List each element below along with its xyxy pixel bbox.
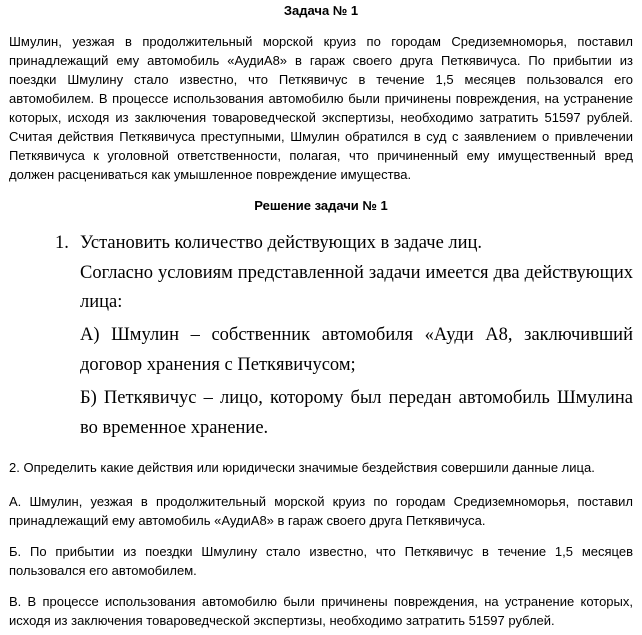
step1-number: 1. [55,233,69,253]
task-title: Задача № 1 [283,3,359,18]
step1-person-b-line2: во временное хранение. [80,418,269,438]
step2-heading: 2. Определить какие действия или юридически значимые бездействия совершили данные лица. [9,460,595,475]
solution-title: Решение задачи № 1 [254,198,388,213]
step1-intro-line1: Согласно условиям представленной задачи имеется два действующих [80,263,633,283]
step1-person-b-line1: Б) Петкявичус – лицо, которому был передан автомобиль Шмулина [80,388,633,408]
step1-person-a-line1: А) Шмулин – собственник автомобиля «Ауди А8, заключивший [80,325,633,345]
task-text: Шмулин, уезжая в продолжительный морской круиз по городам Средиземноморья, поставил принадлежащий ему автомобиль «АудиА8» в гараж своего друга Петкявичуса. По прибытии из поездки Шмулину стало известно, что Петкявичус в течение 1,5 месяцев пользовался его автомобилем. В процессе использования автомобилю были причинены повреждения, на устранение которых, исходя из заключения товароведческой экспертизы, необходимо затратить 51597 рублей. Считая действия Петкявичуса преступными, Шмулин обратился в суд с заявлением о привлечении Петкявичуса к уголовной ответственности, полагая, что причиненный ему имущественный вред должен расцениваться как умышленное повреждение имущества. [9,34,633,182]
step2-item-a: А. Шмулин, уезжая в продолжительный морской круиз по городам Средиземноморья, поставил принадлежащий ему автомобиль «АудиА8» в гараж своего друга Петкявичуса. [9,494,633,528]
step1-person-a-line2: договор хранения с Петкявичусом; [80,355,356,375]
step1-heading: Установить количество действующих в задаче лиц. [80,233,483,253]
step1-intro-line2: лица: [80,292,123,312]
step2-item-b: Б. По прибытии из поездки Шмулину стало известно, что Петкявичус в течение 1,5 месяцев пользовался его автомобилем. [9,544,633,578]
step2-item-c: В. В процессе использования автомобилю были причинены повреждения, на устранение которых, исходя из заключения товароведческой экспертизы, необходимо затратить 51597 рублей. [9,594,633,628]
